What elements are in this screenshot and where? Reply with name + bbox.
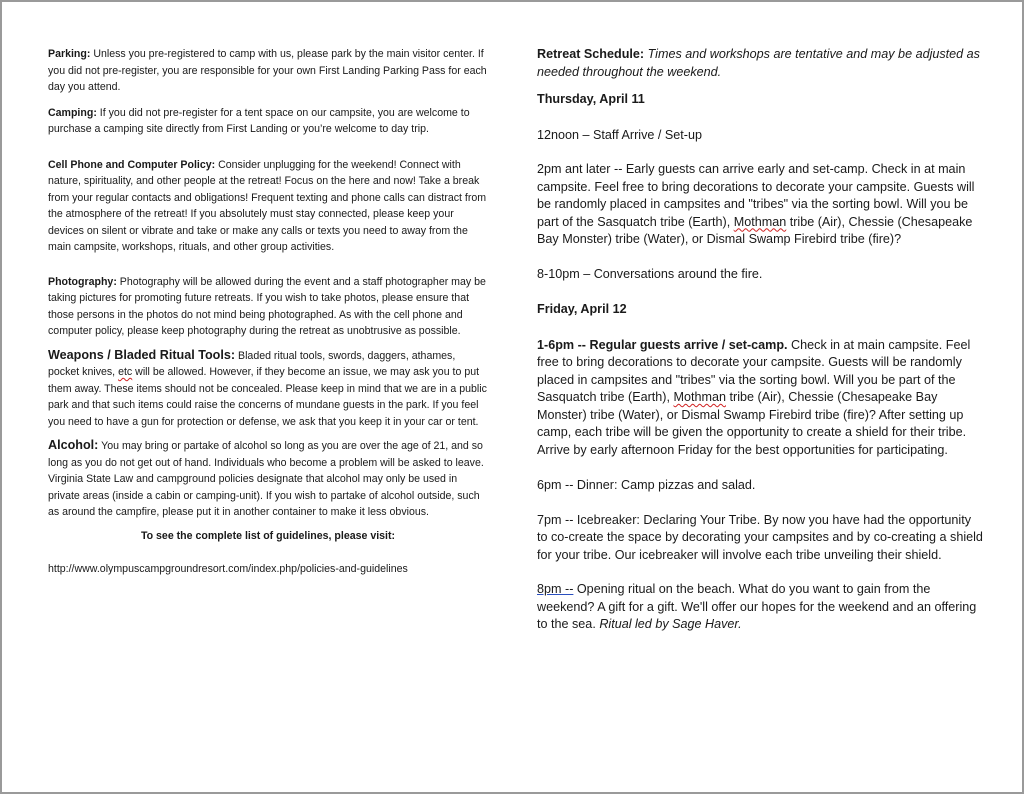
fri-ritual-led: Ritual led by Sage Haver. xyxy=(599,617,742,631)
schedule-heading: Retreat Schedule: xyxy=(537,47,645,61)
weapons-text-b: will be allowed. However, if they become an issue, we may ask you to put them away. These items should not be concealed. Please keep in mind that we are in a public park and that such items could raise the concerns of mundane guests in the park. If you feel you need to have a gun for protection or defense, we ask that you keep it in your car or tent. xyxy=(48,366,487,428)
alcohol-paragraph xyxy=(48,437,488,521)
photography-heading: Photography: xyxy=(48,275,117,288)
thu-mothman: Mothman xyxy=(733,214,787,229)
thursday-item-early-guests xyxy=(537,161,985,249)
cell-phone-heading: Cell Phone and Computer Policy: xyxy=(48,158,216,171)
thu-early-text-b: tribe (Air), Chessie (Chesapeake Bay Monster) tribe (Water), or Dismal Swamp Firebird tribe (fire)? xyxy=(537,214,973,246)
parking-paragraph xyxy=(48,46,488,96)
friday-item-opening-ritual xyxy=(537,581,985,634)
photography-paragraph xyxy=(48,274,488,340)
guidelines-url[interactable]: http://www.olympuscampgroundresort.com/index.php/policies-and-guidelines xyxy=(48,563,408,575)
fri-regular-text-a: Check in at main campsite. Feel free to bring decorations to decorate your campsite. Guests will be randomly placed in campsites and "tribes" via the sorting bowl. Will you be part of the Sasquatch tribe (Earth), xyxy=(537,337,971,404)
fri-regular-heading: 1-6pm -- Regular guests arrive / set-camp. xyxy=(537,337,788,352)
photography-text: Photography will be allowed during the event and a staff photographer may be taking pictures for promoting future retreats. If you wish to take photos, please ensure that those persons in the photos do not mind being photographed. As with the cell phone and computer policy, please keep photography during the retreat as unobtrusive as possible. xyxy=(48,275,486,337)
parking-heading: Parking: xyxy=(48,48,91,60)
page-border-left xyxy=(0,0,2,794)
cell-phone-paragraph xyxy=(48,157,488,256)
schedule-heading-paragraph xyxy=(537,46,985,81)
thursday-item-staff: 12noon – Staff Arrive / Set-up xyxy=(537,127,702,142)
weapons-text-a: Bladed ritual tools, swords, daggers, athames, pocket knives, xyxy=(48,349,456,378)
friday-item-icebreaker: 7pm -- Icebreaker: Declaring Your Tribe. By now you have had the opportunity to co-create the space by decorating your campsites and by co-creating a shield for your tribe. Our icebreaker will involve each tribe unveiling their shield. xyxy=(537,512,983,562)
fri-regular-text-b: tribe (Air), Chessie (Chesapeake Bay Monster) tribe (Water), or Dismal Swamp Firebird tribe (fire)? After setting up camp, each tribe will be given the opportunity to create a shield for their tribe. Arrive by early afternoon Friday for the best opportunities for participating. xyxy=(537,390,967,457)
alcohol-heading: Alcohol: xyxy=(48,438,99,452)
friday-heading: Friday, April 12 xyxy=(537,302,627,316)
camping-paragraph xyxy=(48,105,488,138)
fri-mothman: Mothman xyxy=(673,390,726,404)
friday-item-regular-guests xyxy=(537,337,985,460)
fri-ritual-time: 8pm -- xyxy=(537,582,574,596)
camping-heading: Camping: xyxy=(48,106,97,119)
fri-ritual-text: Opening ritual on the beach. What do you want to gain from the weekend? A gift for a gift. We'll offer our hopes for the weekend and an offering to the sea. xyxy=(537,582,977,631)
schedule-note: Times and workshops are tentative and may be adjusted as needed throughout the weekend. xyxy=(537,47,980,79)
thursday-item-fire: 8-10pm – Conversations around the fire. xyxy=(537,266,763,281)
guidelines-heading: To see the complete list of guidelines, please visit: xyxy=(140,529,396,542)
cell-phone-text: Consider unplugging for the weekend! Connect with nature, spirituality, and other people at the retreat! Focus on the here and now! Take a break from your regular contacts and obligations! Frequent texting and phone calls can distract from the atmosphere of the retreat! If you absolutely must stay connected, please keep your devices on silent or vibrate and take or make any calls or texts you need to away from the main campsite, workshops, rituals, and other group activities. xyxy=(48,158,487,253)
schedule-column xyxy=(537,46,985,634)
parking-text: Unless you pre-registered to camp with us, please park by the main visitor center. If you did not pre-register, you are responsible for your own First Landing Parking Pass for each day you attend. xyxy=(48,48,487,93)
weapons-etc: etc xyxy=(118,366,133,378)
friday-item-dinner: 6pm -- Dinner: Camp pizzas and salad. xyxy=(537,478,756,492)
camping-text: If you did not pre-register for a tent space on our campsite, you are welcome to purchase a camping site directly from First Landing or you’re welcome to day trip. xyxy=(48,106,470,135)
weapons-paragraph xyxy=(48,347,488,431)
thursday-heading: Thursday, April 11 xyxy=(537,92,645,106)
guidelines-column xyxy=(48,46,488,578)
thu-early-text-a: 2pm ant later -- Early guests can arrive early and set-camp. Check in at main campsite. Feel free to bring decorations to decorate your campsite. Guests will be randomly placed in campsites and "tribes" via the sorting bowl. Will you be part of the Sasquatch tribe (Earth), xyxy=(537,162,975,229)
page-border-top xyxy=(0,0,1024,2)
weapons-heading: Weapons / Bladed Ritual Tools: xyxy=(48,347,236,362)
alcohol-text: You may bring or partake of alcohol so long as you are over the age of 21, and so long as you do not get out of hand. Individuals who become a problem will be asked to leave. Virginia State Law and campground policies designate that alcohol may only be used in private areas (inside a cabin or camping-unit). If you wish to partake of alcohol outside, such as around the campfire, please put it in another container to make it less obvious. xyxy=(48,440,484,518)
